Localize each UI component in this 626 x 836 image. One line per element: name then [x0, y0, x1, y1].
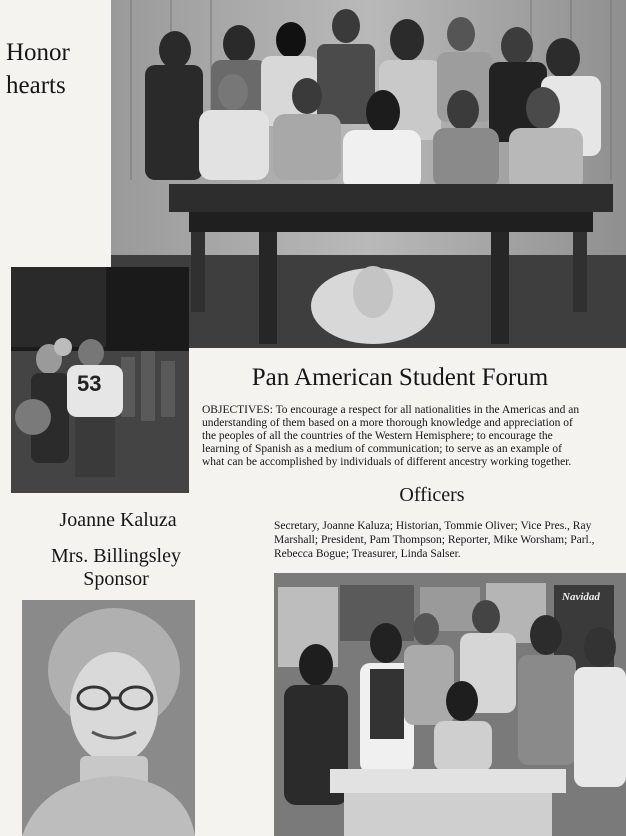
- honor-hearts-title: [6, 36, 106, 102]
- officers-heading: Officers: [399, 484, 465, 506]
- honor-hearts-line1: Honor: [6, 39, 70, 66]
- officers-list: Secretary, Joanne Kaluza; Historian, Tommie Oliver; Vice Pres., Ray Marshall; President, Pam Thompson; Reporter, Mike Worsham; Parl., Rebecca Bogue; Treasurer, Linda Salser.: [274, 520, 595, 560]
- forum-title: Pan American Student Forum: [251, 364, 549, 391]
- sponsor-caption: [16, 545, 216, 591]
- joanne-kaluza-caption: Joanne Kaluza: [59, 509, 177, 531]
- homecoming-photo: [11, 267, 189, 493]
- navidad-poster-text: Navidad: [562, 591, 600, 603]
- sponsor-portrait-photo: [22, 600, 195, 836]
- sponsor-name: Mrs. Billingsley: [50, 545, 181, 567]
- jersey-number: 53: [77, 371, 102, 396]
- forum-officers-group-photo: [274, 573, 626, 836]
- honor-hearts-line2: hearts: [6, 72, 66, 99]
- forum-objectives: OBJECTIVES: To encourage a respect for all nationalities in the Americas and an understanding of them based on a more thorough knowledge and appreciation of the peoples of all the countries of the Western Hemisphere; to encourage the learning of Spanish as a medium of communication; to serve as an example of what can be accomplished by individuals of different ancestry working together.: [202, 404, 580, 468]
- sponsor-role: Sponsor: [83, 568, 149, 590]
